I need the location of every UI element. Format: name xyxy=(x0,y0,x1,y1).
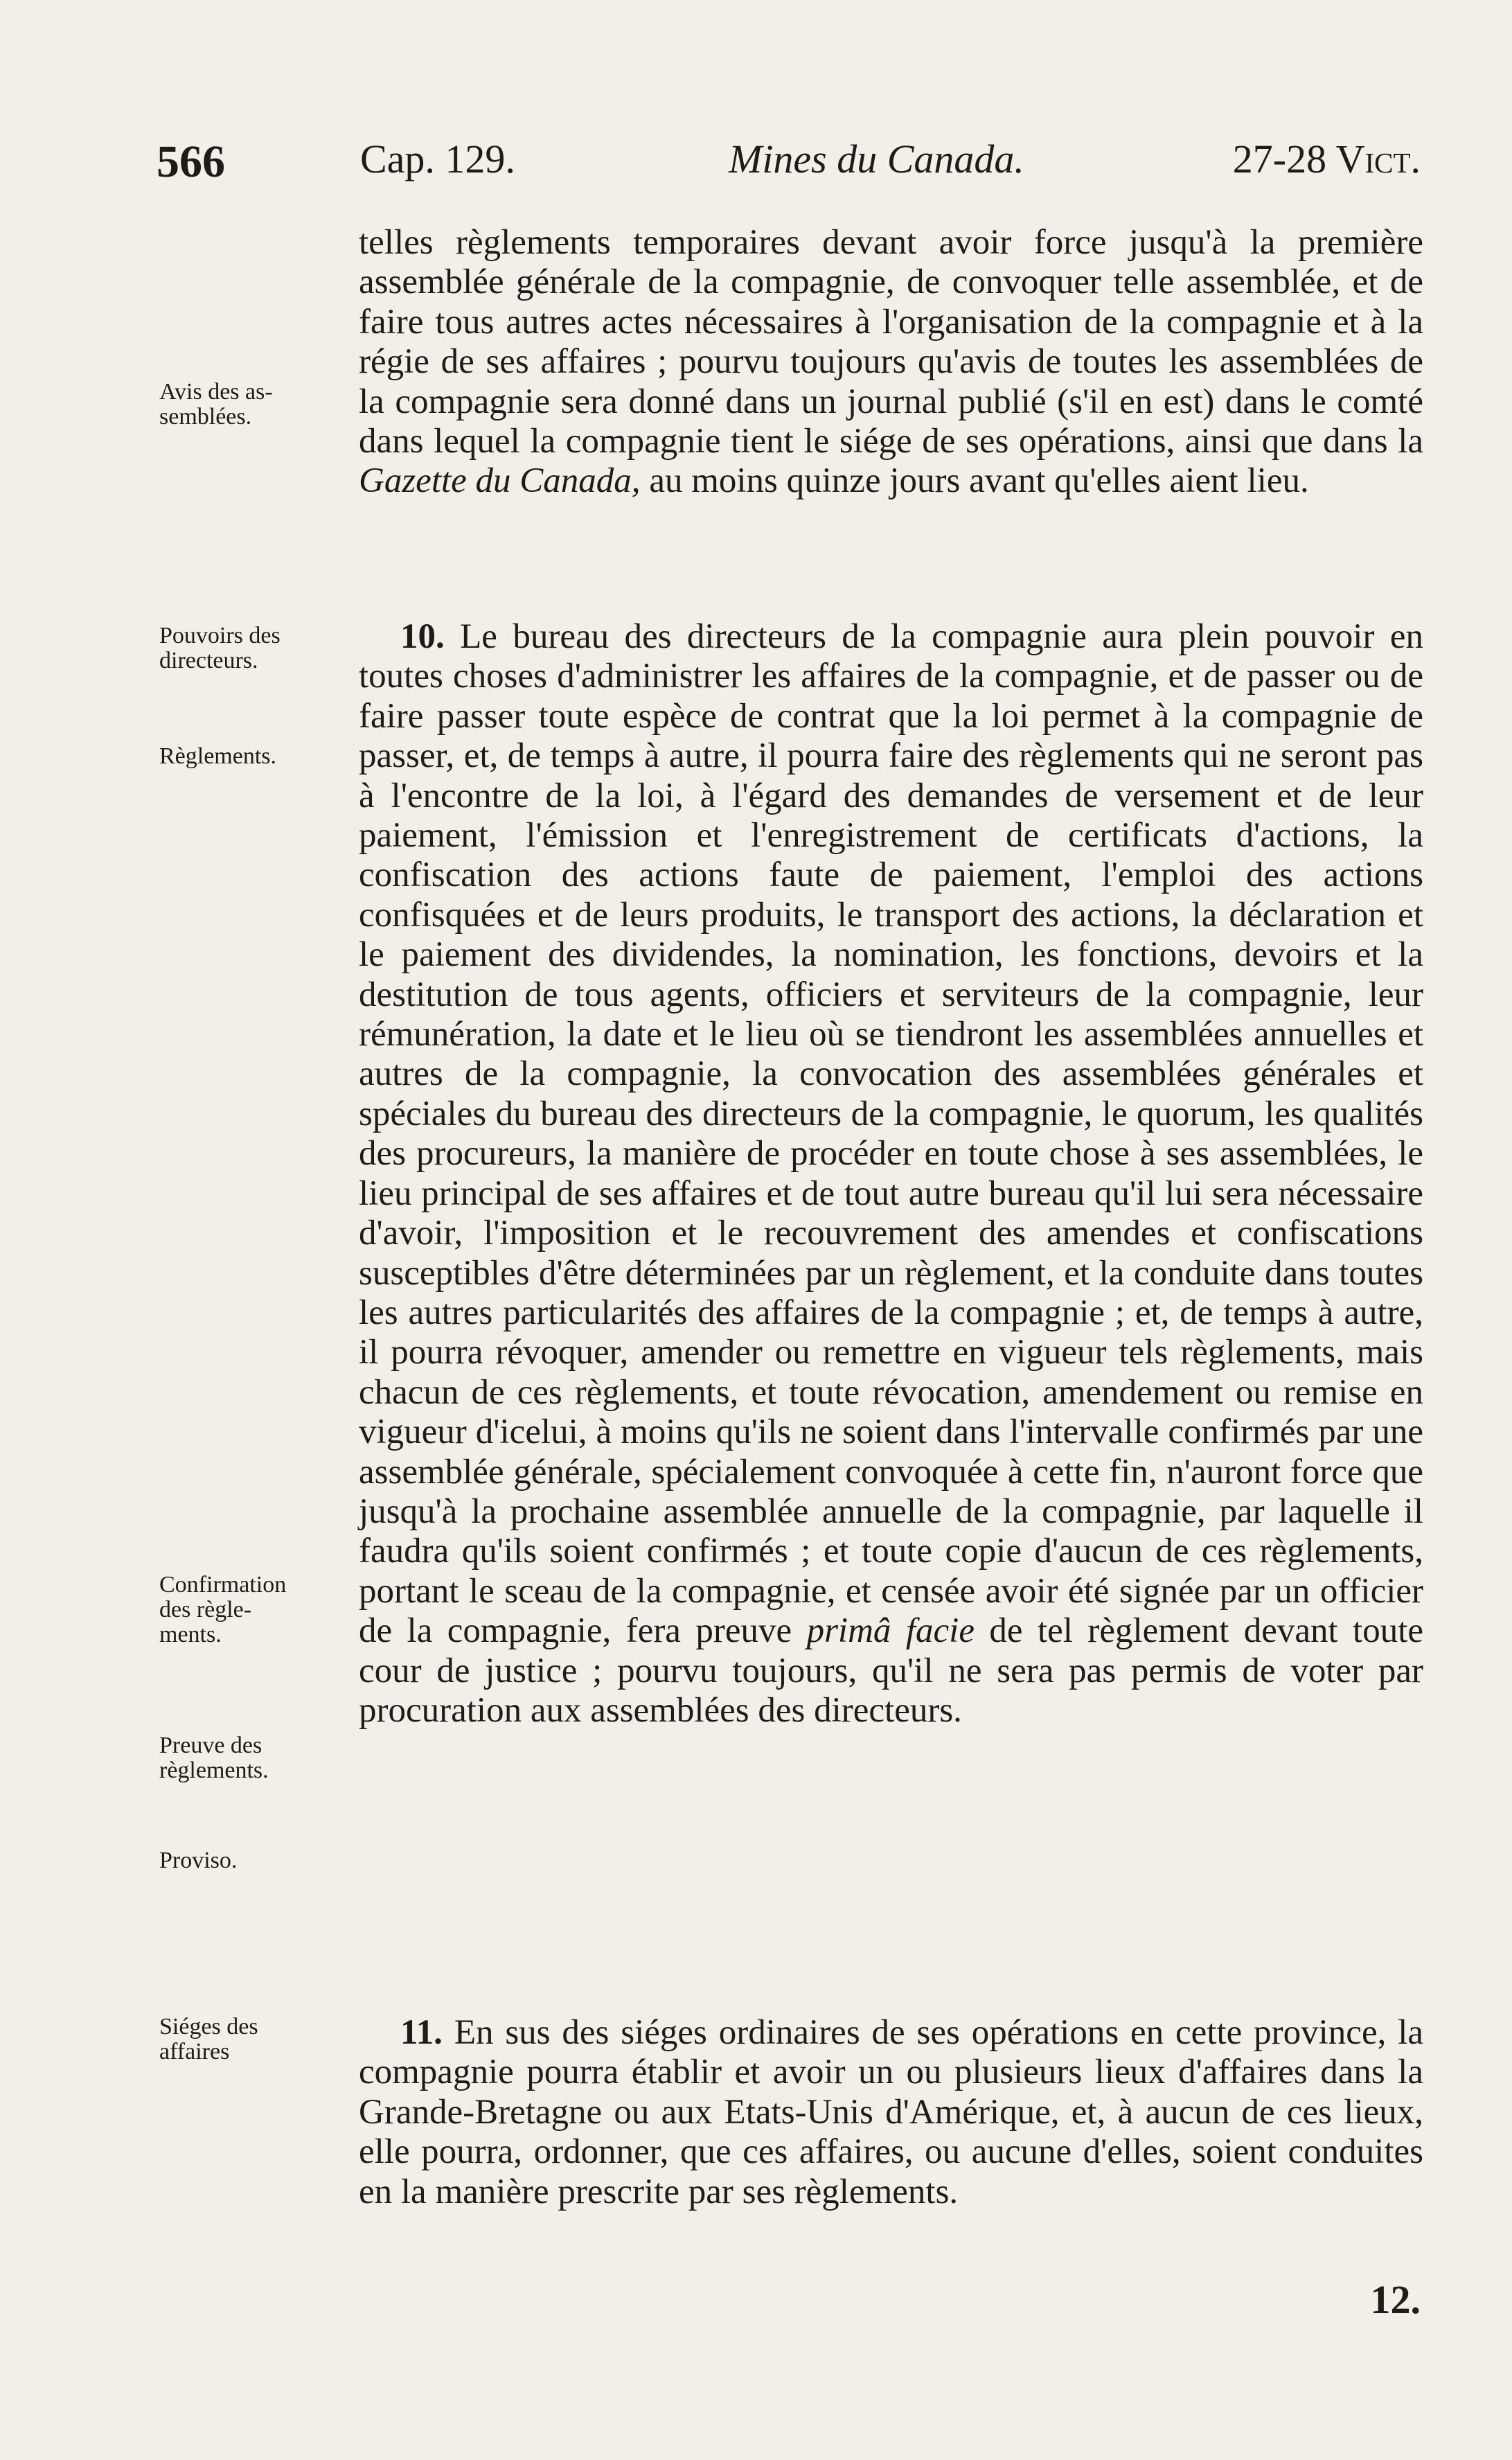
section-10: 10. Le bureau des directeurs de la compagnie aura plein pouvoir en toutes choses d'administrer les affaires de la compagnie, et de passer ou de faire passer toute espèce de contrat que la loi permet à la compagnie de passer, et, de temps à autre, il pourra faire des règlements qui ne seront pas à l'encontre de la loi, à l'égard des demandes de versement et de leur paiement, l'émission et l'enregistrement de certificats d'actions, la confiscation des actions faute de paiement, l'emploi des actions confisquées et de leurs produits, le transport des actions, la déclaration et le paiement des dividendes, la nomination, les fonctions, devoirs et la destitution de tous agents, officiers et serviteurs de la compagnie, leur rémunération, la date et le lieu où se tiendront les assemblées annuelles et autres de la compagnie, la convocation des assemblées générales et spéciales du bureau des directeurs de la compagnie, le quorum, les qualités des procureurs, la manière de procéder en toute chose à ses assemblées, le lieu principal de ses affaires et de tout autre bureau qu'il lui sera nécessaire d'avoir, l'imposition et le recouvrement des amendes et confiscations susceptibles d'être déterminées par un règlement, et la conduite dans toutes les autres particularités des affaires de la compagnie ; et, de temps à autre, il pourra révoquer, amender ou remettre en vigueur tels règlements, mais chacun de ces règlements, et toute révocation, amendement ou remise en vigueur d'icelui, à moins qu'ils ne soient dans l'intervalle confirmés par une assemblée générale, spécialement convoquée à cette fin, n'auront force que jusqu'à la prochaine assemblée annuelle de la compagnie, par laquelle il faudra qu'ils soient confirmés ; et toute copie d'aucun de ces règlements, portant le sceau de la compagnie, et censée avoir été signée par un officier de la compagnie, fera preuve primâ facie de tel règlement devant toute cour de justice ; pourvu toujours, qu'il ne sera pas permis de voter par procuration aux assemblées des directeurs. xyxy=(359,617,1424,1730)
margin-note-reglements: Règlements. xyxy=(159,743,277,769)
section-11: 11. En sus des siéges ordinaires de ses opérations en cette province, la compagnie pourra établir et avoir un ou plusieurs lieux d'affaires dans la Grande-Bretagne ou aux Etats-Unis d'Amérique, et, à aucun de ces lieux, elle pourra, ordonner, que ces affaires, ou aucune d'elles, soient conduites en la manière prescrite par ses règlements. xyxy=(359,2013,1424,2211)
margin-note-confirmation: Confirmation des règle- ments. xyxy=(159,1572,287,1647)
section-number: 10. xyxy=(400,617,445,656)
catchword: 12. xyxy=(1370,2277,1421,2322)
margin-note-pouvoirs: Pouvoirs des directeurs. xyxy=(159,623,281,673)
margin-note-preuve: Preuve des règlements. xyxy=(159,1733,269,1783)
paragraph-continuation: telles règlements temporaires devant avoir force jusqu'à la première assemblée générale de la compagnie, de convoquer telle assemblée, et de faire tous autres actes nécessaires à l'organisation de la compagnie et à la régie de ses affaires ; pourvu toujours qu'avis de toutes les assemblées de la compagnie sera donné dans un journal publié (s'il en est) dans le comté dans lequel la compagnie tient le siége de ses opérations, ainsi que dans la Gazette du Canada, au moins quinze jours avant qu'elles aient lieu. xyxy=(359,223,1423,501)
page-number: 566 xyxy=(157,136,225,187)
section-number: 11. xyxy=(400,2013,443,2052)
regnal-year: 27-28 Vict. xyxy=(1232,136,1421,182)
margin-note-sieges: Siéges des affaires xyxy=(159,2014,258,2064)
chapter-label: Cap. 129. xyxy=(360,136,515,182)
running-header xyxy=(0,136,1512,198)
running-title: Mines du Canada. xyxy=(729,136,1024,182)
margin-note-avis: Avis des as- semblées. xyxy=(159,379,273,430)
margin-note-proviso: Proviso. xyxy=(159,1848,238,1873)
